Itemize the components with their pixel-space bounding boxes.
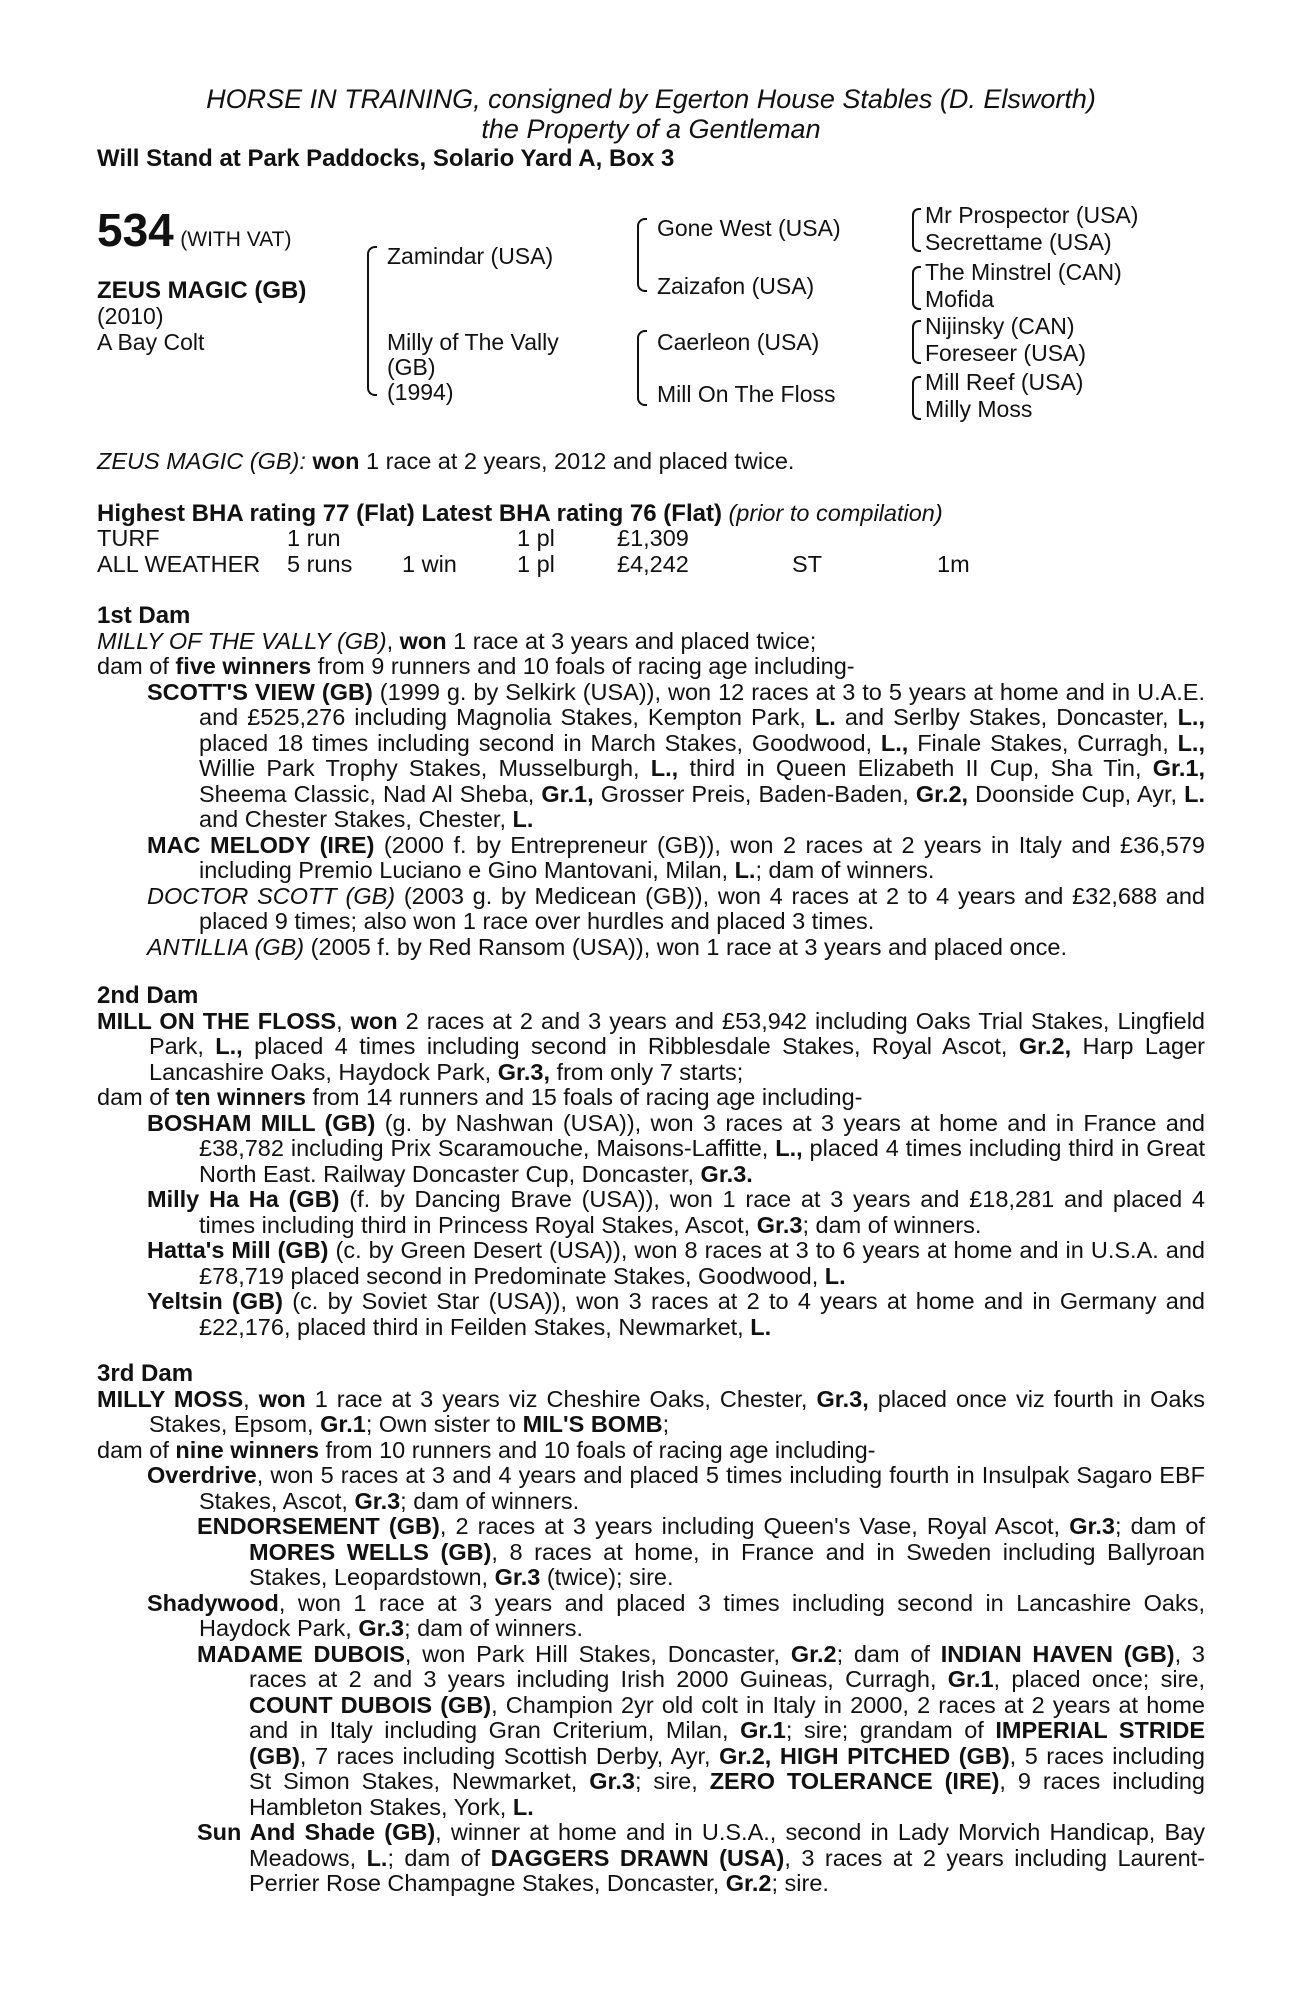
group-mark: Gr.3 (354, 1487, 401, 1514)
group-mark: Gr.3 (494, 1564, 541, 1590)
produce-name: INDIAN HAVEN (GB) (940, 1640, 1175, 1667)
produce-name: SCOTT'S VIEW (GB) (147, 678, 373, 705)
produce-name: Overdrive (147, 1462, 257, 1488)
produce-name: IMPERIAL STRIDE (GB) (249, 1717, 1205, 1769)
section-title: 1st Dam (97, 602, 191, 629)
damof-text: dam of (97, 653, 176, 679)
record-amount: £4,242 (617, 550, 689, 577)
produce-name: MORES WELLS (GB) (249, 1538, 492, 1565)
listed-mark: L. (512, 806, 534, 832)
produce-text: , 3 races at 2 and 3 years including Irish 2000 Guineas, Curragh, (249, 1640, 1205, 1692)
produce-text: , 2 races at 3 years including Queen's Vase, Royal Ascot, (439, 1513, 1070, 1539)
produce-name: Milly Ha Ha (GB) (147, 1186, 340, 1212)
listed-mark: L. (512, 1793, 534, 1820)
listed-mark: L., (1177, 704, 1205, 730)
produce-text: (twice); sire. (540, 1564, 674, 1590)
produce-sun-and-shade (97, 1820, 1205, 1897)
group-mark: Gr.1 (740, 1717, 786, 1743)
sire-dam: Zaizafon (USA) (657, 273, 815, 299)
produce-text: , 7 races including Scottish Derby, Ayr, (299, 1742, 720, 1769)
produce-name: Hatta's Mill (GB) (147, 1237, 329, 1263)
ds-sire: Nijinsky (CAN) (925, 313, 1075, 339)
group-mark: Gr.1 (947, 1666, 994, 1692)
horse-name: ZEUS MAGIC (GB) (97, 277, 307, 304)
listed-mark: L. (814, 704, 836, 730)
produce-text: , 9 races including Hambleton Stakes, York, (249, 1768, 1205, 1820)
listed-mark: L. (366, 1844, 388, 1871)
produce-name: COUNT DUBOIS (GB) (249, 1691, 492, 1718)
produce-name: MADAME DUBOIS (197, 1640, 405, 1667)
produce-text: ; dam of (387, 1844, 491, 1871)
produce-name: Sun And Shade (GB) (197, 1819, 436, 1845)
produce-name: Yeltsin (GB) (147, 1288, 283, 1314)
listed-mark: L. (750, 1313, 772, 1340)
group-mark: Gr.1, (541, 780, 594, 807)
lot-number: 534 (97, 204, 174, 256)
produce-name: ZERO TOLERANCE (IRE) (709, 1768, 1000, 1794)
produce-mac-melody (97, 833, 1205, 884)
dam-name-line1: Milly of The Vally (387, 329, 559, 355)
produce-text: , placed once; sire, (993, 1666, 1205, 1692)
listed-mark: L., (1177, 729, 1205, 756)
produce-text: , won 5 races at 3 and 4 years and placed 5 times including fourth in Insulpak Sagaro EBF Stakes, Ascot, (199, 1462, 1205, 1514)
ss-sire: Mr Prospector (USA) (925, 202, 1139, 228)
produce-name: BOSHAM MILL (GB) (147, 1109, 376, 1136)
summary-text: 1 race at 2 years, 2012 and placed twice. (359, 448, 795, 474)
produce-text: , won 1 race at 3 years and placed 3 times including second in Lancashire Oaks, Haydock Park, (199, 1589, 1205, 1641)
second-dam-section (97, 983, 1205, 1340)
produce-text: , 8 races at home, in France and in Sweden including Ballyroan Stakes, Leopardstown, (249, 1538, 1205, 1590)
pedigree-brace-dam (637, 330, 647, 406)
produce-text: Willie Park Trophy Stakes, Musselburgh, (199, 755, 651, 781)
produce-text: (2000 f. by Entrepreneur (GB)), won 2 races at 2 years in Italy and £36,579 including Premio Luciano e Gino Mantovani, Milan, (199, 831, 1205, 883)
group-mark: Gr.3, (816, 1385, 869, 1412)
winners-count: nine winners (175, 1436, 320, 1463)
horse-description: A Bay Colt (97, 329, 205, 355)
dd-dam: Milly Moss (925, 396, 1033, 422)
group-mark: Gr.3, (497, 1058, 551, 1085)
record-placed: 1 pl (517, 550, 555, 577)
produce-endorsement (97, 1514, 1205, 1591)
produce-text: placed 18 times including second in March Stakes, Goodwood, (199, 729, 881, 756)
damof-text: dam of (97, 1084, 176, 1110)
property-line: the Property of a Gentleman (481, 114, 821, 144)
produce-name: DAGGERS DRAWN (USA) (490, 1844, 785, 1871)
race-record-table (97, 526, 970, 577)
produce-text: and Chester Stakes, Chester, (199, 806, 513, 832)
listed-mark: L. (1184, 780, 1205, 807)
produce-text: (c. by Green Desert (USA)), won 8 races at 3 to 6 years at home and in U.S.A. and £78,719 placed second in Predominate Stakes, Goodwood, (199, 1237, 1205, 1289)
pedigree-brace-dd (912, 376, 921, 420)
produce-text: , won Park Hill Stakes, Doncaster, (404, 1640, 791, 1667)
ss-dam: Secrettame (USA) (925, 229, 1112, 255)
produce-overdrive (97, 1463, 1205, 1514)
bha-rating (97, 501, 943, 527)
lot-heading (97, 206, 291, 254)
dam-text: placed once viz fourth in Oaks Stakes, Epsom, (149, 1385, 1206, 1437)
group-mark: Gr.3 (756, 1211, 803, 1238)
dam-record: MILL ON THE FLOSS, won 2 races at 2 and 3 years and £53,942 including Oaks Trial Stakes, Lingfield Park, L., placed 4 times including second in Ribblesdale Stakes, Royal Ascot, Gr.2, Harp Lager Lancashire Oaks, Haydock Park, Gr.3, from only 7 starts; (97, 1007, 1205, 1085)
record-wins: 1 win (402, 550, 457, 577)
race-summary: ZEUS MAGIC (GB): won 1 race at 2 years, 2012 and placed twice. (97, 448, 795, 474)
produce-bosham-mill (97, 1111, 1205, 1188)
section-title: 3rd Dam (97, 1360, 194, 1387)
rating-label: Highest BHA rating 77 (Flat) Latest BHA rating 76 (Flat) (97, 500, 722, 527)
produce-name: HIGH PITCHED (GB) (779, 1742, 1010, 1769)
produce-madame-dubois (97, 1642, 1205, 1821)
produce-text: , 3 races at 2 years including Laurent-Perrier Rose Champagne Stakes, Doncaster, (249, 1844, 1205, 1896)
produce-name: DOCTOR SCOTT (GB) (147, 882, 396, 909)
record-runs: 1 run (287, 525, 341, 551)
record-ground: ST (792, 550, 823, 577)
damof-text-2: from 14 runners and 15 foals of racing age including- (305, 1084, 863, 1110)
won-label: won (399, 627, 447, 654)
dam-text: 1 race at 3 years and placed twice; (446, 627, 817, 654)
pedigree-brace-sire (637, 218, 647, 292)
first-dam-section (97, 603, 1205, 960)
dam-sire: Caerleon (USA) (657, 329, 820, 355)
foaling-year: (2010) (97, 303, 164, 329)
sire-sire: Gone West (USA) (657, 215, 841, 241)
listed-mark: L., (215, 1033, 243, 1059)
record-distance (937, 526, 970, 552)
produce-text: ; dam of (1114, 1513, 1205, 1539)
produce-text: (f. by Dancing Brave (USA)), won 1 race at 3 years and £18,281 and placed 4 times including third in Princess Royal Stakes, Ascot, (199, 1186, 1205, 1238)
produce-text: Doonside Cup, Ayr, (975, 780, 1185, 807)
record-row-aw (97, 552, 970, 578)
produce-text: (1999 g. by Selkirk (USA)), won 12 races at 3 to 5 years at home and in U.A.E. and £525,276 including Magnolia Stakes, Kempton Park, (199, 678, 1206, 730)
rating-note: (prior to compilation) (728, 500, 943, 526)
damof-text: dam of (97, 1436, 176, 1463)
group-mark: Gr.2, (719, 1742, 772, 1769)
produce-name: MAC MELODY (IRE) (147, 831, 375, 858)
produce-text: and Serlby Stakes, Doncaster, (844, 704, 1178, 730)
produce-text: Grosser Preis, Baden-Baden, (600, 780, 916, 807)
group-mark: Gr.2 (790, 1640, 837, 1667)
group-mark: Gr.1, (1152, 755, 1206, 781)
winners-count: five winners (175, 653, 312, 679)
damof-text-2: from 10 runners and 10 foals of racing age including- (319, 1436, 876, 1463)
group-mark: Gr.3. (700, 1160, 753, 1187)
produce-scotts-view (97, 680, 1205, 833)
dam-dam: Mill On The Floss (657, 381, 836, 407)
produce-text: ; sire; grandam of (785, 1717, 996, 1743)
record-distance: 1m (937, 550, 970, 577)
dam-produce (97, 654, 1205, 680)
dam-name: MILLY MOSS (97, 1385, 244, 1412)
dam-text: 1 race at 3 years viz Cheshire Oaks, Chester, (305, 1385, 817, 1412)
produce-name: Shadywood (147, 1589, 279, 1616)
record-wins (402, 526, 517, 552)
dam-text: placed 4 times including second in Ribblesdale Stakes, Royal Ascot, (242, 1033, 1019, 1059)
produce-text: ; dam of (836, 1640, 941, 1667)
damof-text-2: from 9 runners and 10 foals of racing age including- (311, 653, 855, 679)
listed-mark: L., (650, 755, 679, 781)
dam-name: MILL ON THE FLOSS (97, 1007, 337, 1034)
dd-sire: Mill Reef (USA) (925, 369, 1084, 395)
record-runs: 5 runs (287, 550, 353, 577)
produce-text: (c. by Soviet Star (USA)), won 3 races at 2 to 4 years at home and in Germany and £22,176, placed third in Feilden Stakes, Newmarket, (199, 1288, 1206, 1340)
won-label: won (258, 1385, 306, 1412)
ds-dam: Foreseer (USA) (925, 340, 1087, 366)
produce-text: , 5 races including St Simon Stakes, Newmarket, (249, 1742, 1206, 1794)
dam-foaled: (1994) (387, 379, 454, 405)
group-mark: Gr.1 (320, 1411, 366, 1437)
summary-won: won (312, 448, 360, 474)
dam-record: MILLY MOSS, won 1 race at 3 years viz Cheshire Oaks, Chester, Gr.3, placed once viz fourth in Oaks Stakes, Epsom, Gr.1; Own sister to MIL'S BOMB; (97, 1385, 1206, 1437)
vat-note: (WITH VAT) (180, 228, 292, 251)
sd-sire: The Minstrel (CAN) (925, 259, 1122, 285)
section-title: 2nd Dam (97, 982, 199, 1009)
produce-text: third in Queen Elizabeth II Cup, Sha Tin, (689, 755, 1153, 781)
produce-shadywood (97, 1591, 1205, 1642)
produce-text: ; dam of winners. (755, 857, 935, 883)
dam-name: MILLY OF THE VALLY (GB) (97, 627, 387, 654)
group-mark: Gr.3 (358, 1615, 405, 1641)
produce-doctor-scott (97, 884, 1205, 935)
dam-text: ; (662, 1411, 670, 1437)
group-mark: Gr.2, (915, 780, 969, 807)
produce-text: Finale Stakes, Curragh, (917, 729, 1178, 756)
produce-text: (2003 g. by Medicean (GB)), won 4 races at 2 to 4 years and £32,688 and placed 9 times; also won 1 race over hurdles and placed 3 times. (199, 882, 1205, 934)
dam-produce (97, 1438, 1205, 1464)
dam-text: 2 races at 2 and 3 years and £53,942 including Oaks Trial Stakes, Lingfield Park, (149, 1007, 1205, 1059)
record-ground (792, 526, 937, 552)
dam-name-line2: (GB) (387, 354, 436, 380)
produce-text: , winner at home and in U.S.A., second in Lady Morvich Handicap, Bay Meadows, (249, 1819, 1205, 1871)
dam-record: MILLY OF THE VALLY (GB), won 1 race at 3 years and placed twice; (97, 627, 817, 654)
record-row-turf (97, 526, 970, 552)
produce-yeltsin (97, 1289, 1205, 1340)
produce-name: ENDORSEMENT (GB) (197, 1513, 440, 1539)
pedigree-brace-ds (912, 320, 921, 364)
listed-mark: L., (880, 729, 909, 756)
produce-milly-ha-ha (97, 1187, 1205, 1238)
group-mark: Gr.3 (1069, 1513, 1115, 1539)
pedigree-brace-ss (912, 208, 921, 252)
pedigree-brace-main (367, 246, 377, 396)
produce-text: ; dam of winners. (400, 1487, 580, 1514)
produce-text: , Champion 2yr old colt in Italy in 2000, 2 races at 2 years at home and in Italy including Gran Criterium, Milan, (249, 1691, 1205, 1743)
produce-text: ; dam of winners. (404, 1615, 584, 1641)
produce-antillia (97, 935, 1205, 961)
sd-dam: Mofida (925, 286, 995, 312)
produce-text: Sheema Classic, Nad Al Sheba, (199, 780, 542, 807)
dam-text: ; Own sister to (365, 1411, 523, 1437)
produce-text: placed 4 times including third in Great North East. Railway Doncaster Cup, Doncaster, (199, 1135, 1205, 1187)
pedigree-brace-sd (912, 266, 921, 310)
produce-text: (g. by Nashwan (USA)), won 3 races at 3 years at home and in France and £38,782 including Prix Scaramouche, Maisons-Laffitte, (199, 1109, 1205, 1161)
group-mark: Gr.2 (725, 1870, 772, 1896)
winners-count: ten winners (175, 1084, 306, 1110)
dam-produce (97, 1085, 1205, 1111)
consignor-line: HORSE IN TRAINING, consigned by Egerton House Stables (D. Elsworth) (206, 84, 1096, 114)
group-mark: Gr.2, (1018, 1033, 1072, 1059)
dam-text: from only 7 starts; (550, 1058, 744, 1085)
record-placed: 1 pl (517, 525, 555, 551)
produce-text: (2005 f. by Red Ransom (USA)), won 1 race at 3 years and placed once. (304, 933, 1067, 960)
stand-line: Will Stand at Park Paddocks, Solario Yard A, Box 3 (97, 145, 675, 172)
record-surface: TURF (97, 525, 160, 551)
third-dam-section (97, 1361, 1205, 1897)
produce-text: ; sire, (634, 1768, 710, 1794)
listed-mark: L. (734, 857, 756, 883)
sister-name: MIL'S BOMB (522, 1411, 663, 1437)
record-surface: ALL WEATHER (97, 550, 261, 577)
produce-text: ; dam of winners. (802, 1211, 982, 1238)
group-mark: Gr.3 (589, 1768, 635, 1794)
won-label: won (350, 1007, 398, 1034)
listed-mark: L., (775, 1135, 803, 1161)
summary-horse-name: ZEUS MAGIC (GB) (97, 448, 300, 474)
record-amount: £1,309 (617, 525, 689, 551)
listed-mark: L. (824, 1262, 846, 1289)
sire-name: Zamindar (USA) (387, 243, 554, 269)
produce-hattas-mill (97, 1238, 1205, 1289)
dam-text: Harp Lager Lancashire Oaks, Haydock Park, (149, 1033, 1205, 1085)
produce-text: ; sire. (771, 1870, 829, 1896)
produce-name: ANTILLIA (GB) (147, 933, 305, 960)
